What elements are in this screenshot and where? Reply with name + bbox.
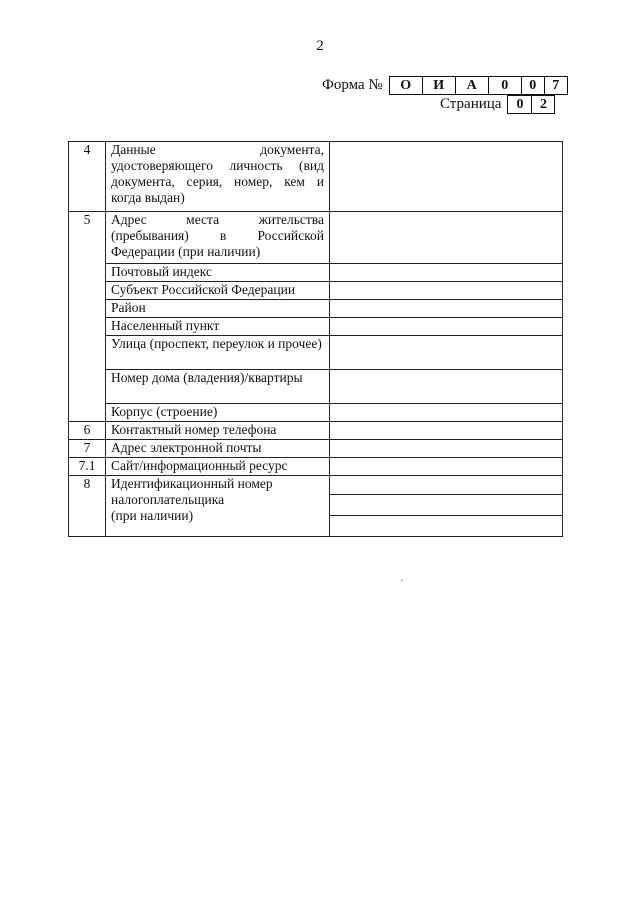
inn-digit-boxes[interactable] (330, 495, 563, 516)
row-label: Контактный номер телефона (106, 422, 330, 440)
row-label: Адрес места жительства (пребывания) в Российской Федерации (при наличии) (106, 212, 330, 264)
row-number: 4 (69, 142, 106, 212)
applicant-data-table (68, 141, 563, 537)
locality-field[interactable] (330, 318, 563, 336)
table-row (69, 318, 563, 336)
row-label: Субъект Российской Федерации (106, 282, 330, 300)
form-code-char: 0 (522, 77, 545, 94)
table-row (69, 404, 563, 422)
table-row (69, 440, 563, 458)
row-label: Сайт/информационный ресурс (106, 458, 330, 476)
table-row (69, 282, 563, 300)
row-number: 7.1 (69, 458, 106, 476)
row-label: Данные документа, удостоверяющего личность (вид документа, серия, номер, кем и когда выдан) (106, 142, 330, 212)
form-number-label: Форма № (322, 77, 383, 93)
district-field[interactable] (330, 300, 563, 318)
inn-spacer-bottom (330, 516, 563, 537)
row-label: Идентификационный номер налогоплательщика (при наличии) (106, 476, 330, 537)
residence-address-field[interactable] (330, 212, 563, 264)
row-number: 6 (69, 422, 106, 440)
building-field[interactable] (330, 404, 563, 422)
page-char: 2 (539, 96, 547, 112)
street-field[interactable] (330, 336, 563, 370)
house-apartment-field[interactable] (330, 370, 563, 404)
table-row (69, 422, 563, 440)
table-row (69, 142, 563, 212)
table-row (69, 476, 563, 495)
table-row (69, 458, 563, 476)
row-label: Улица (проспект, переулок и прочее) (106, 336, 330, 370)
inn-spacer-top (330, 476, 563, 495)
form-code-boxes (389, 76, 568, 95)
form-code-char: 0 (489, 77, 522, 94)
row-number: 8 (69, 476, 106, 537)
page-number: 2 (316, 38, 324, 54)
row-label: Почтовый индекс (106, 264, 330, 282)
identity-document-field[interactable] (330, 142, 563, 212)
page-char: 0 (508, 96, 532, 113)
form-code-char: А (456, 77, 489, 94)
page-boxes (507, 95, 555, 114)
row-number: 7 (69, 440, 106, 458)
row-label: Корпус (строение) (106, 404, 330, 422)
page-number-line (440, 95, 555, 114)
row-label: Адрес электронной почты (106, 440, 330, 458)
table-row (69, 212, 563, 264)
website-field[interactable] (330, 458, 563, 476)
row-label: Населенный пункт (106, 318, 330, 336)
table-row (69, 370, 563, 404)
table-row (69, 300, 563, 318)
form-code-char: О (390, 77, 423, 94)
form-number-line (322, 76, 568, 95)
form-code-char: И (423, 77, 456, 94)
federal-subject-field[interactable] (330, 282, 563, 300)
postal-code-field[interactable] (330, 264, 563, 282)
row-label: Район (106, 300, 330, 318)
page-label: Страница (440, 96, 502, 112)
row-label: Номер дома (владения)/квартиры (106, 370, 330, 404)
row-number: 5 (69, 212, 106, 422)
phone-field[interactable] (330, 422, 563, 440)
table-row (69, 264, 563, 282)
table-row (69, 336, 563, 370)
scan-speck (401, 580, 403, 581)
email-field[interactable] (330, 440, 563, 458)
form-code-char: 7 (552, 77, 560, 93)
